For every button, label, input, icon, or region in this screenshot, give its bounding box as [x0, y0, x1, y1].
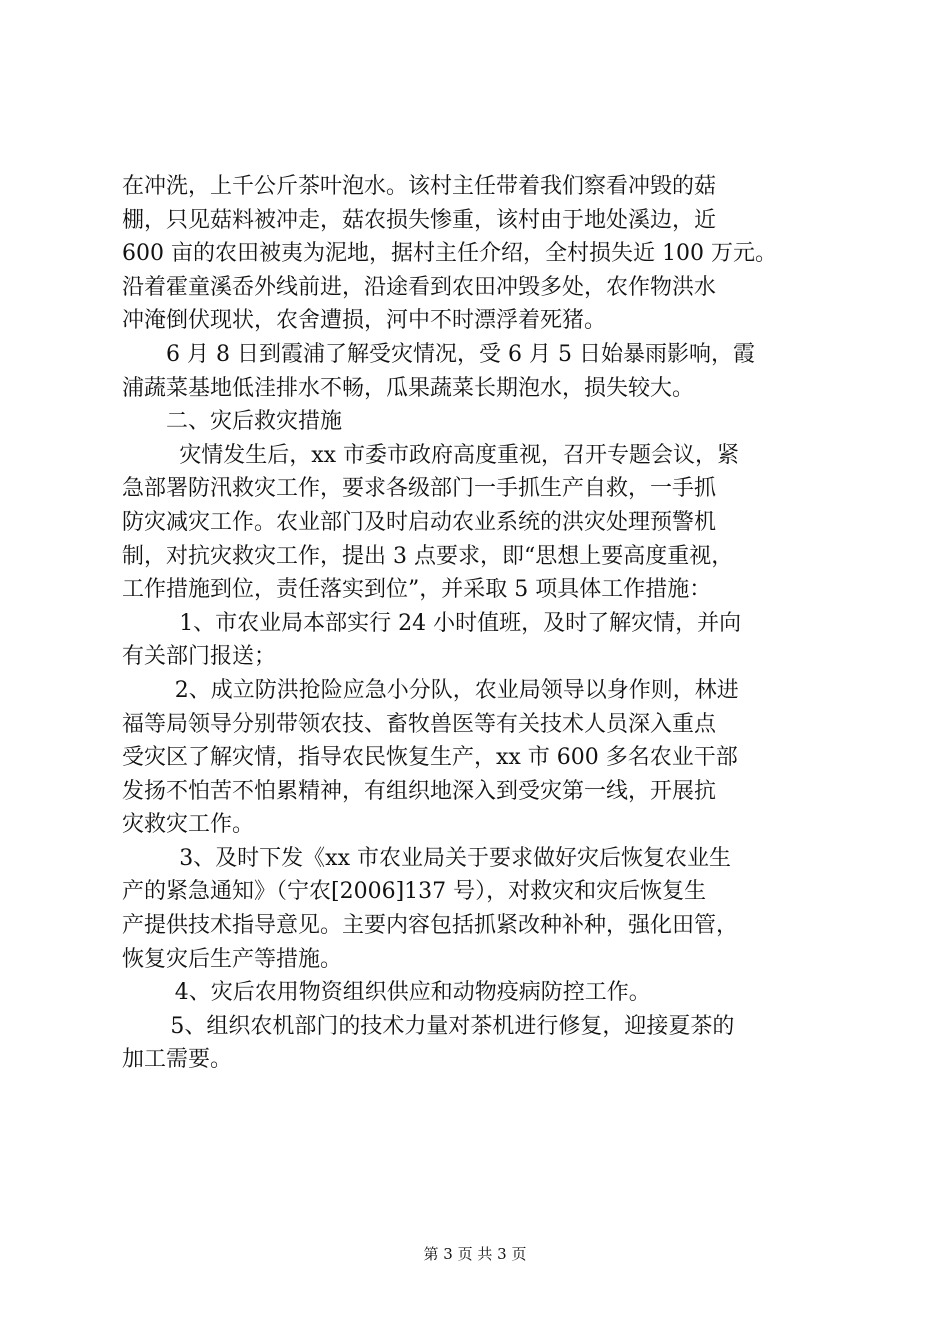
text-line: 600 亩的农田被夷为泥地，据村主任介绍，全村损失近 100 万元。 [122, 241, 777, 267]
text-line: 发扬不怕苦不怕累精神，有组织地深入到受灾第一线，开展抗 [122, 778, 717, 804]
page-footer: 第 3 页 共 3 页 [423, 1245, 527, 1263]
text-line: 沿着霍童溪岙外线前进，沿途看到农田冲毁多处，农作物洪水 [122, 274, 717, 300]
text-line: 1、市农业局本部实行 24 小时值班，及时了解灾情，并向 [179, 610, 742, 636]
text-line: 在冲洗，上千公斤茶叶泡水。该村主任带着我们察看冲毁的菇 [122, 174, 717, 199]
text-line: 产提供技术指导意见。主要内容包括抓紧改种补种，强化田管， [122, 913, 739, 939]
text-line: 二、灾后救灾措施 [166, 409, 343, 435]
text-line: 棚，只见菇料被冲走，菇农损失惨重，该村由于地处溪边，近 [122, 207, 717, 233]
text-line: 5、组织农机部门的技术力量对茶机进行修复，迎接夏茶的 [170, 1013, 735, 1039]
text-line: 加工需要。 [122, 1047, 233, 1073]
text-line: 灾救灾工作。 [122, 812, 255, 838]
text-line: 4、灾后农用物资组织供应和动物疫病防控工作。 [174, 980, 651, 1006]
text-line: 工作措施到位，责任落实到位”，并采取 5 项具体工作措施： [122, 577, 712, 603]
text-line: 有关部门报送； [122, 644, 277, 670]
text-line: 2、成立防洪抢险应急小分队，农业局领导以身作则，林进 [174, 677, 739, 703]
text-line: 防灾减灾工作。农业部门及时启动农业系统的洪灾处理预警机 [122, 509, 717, 535]
text-line: 受灾区了解灾情，指导农民恢复生产，xx 市 600 多名农业干部 [122, 745, 738, 771]
text-line: 恢复灾后生产等措施。 [122, 946, 343, 972]
document-body [122, 170, 834, 1077]
text-line: 福等局领导分别带领农技、畜牧兽医等有关技术人员深入重点 [122, 711, 717, 737]
text-line: 灾情发生后，xx 市委市政府高度重视，召开专题会议，紧 [179, 442, 739, 468]
text-line: 急部署防汛救灾工作，要求各级部门一手抓生产自救，一手抓 [122, 476, 717, 502]
text-line: 产的紧急通知》（宁农[2006]137 号），对救灾和灾后恢复生 [122, 879, 707, 905]
text-line: 制，对抗灾救灾工作，提出 3 点要求，即“思想上要高度重视， [122, 543, 734, 569]
text-line: 3、及时下发《xx 市农业局关于要求做好灾后恢复农业生 [179, 845, 731, 871]
text-line: 6 月 8 日到霞浦了解受灾情况，受 6 月 5 日始暴雨影响，霞 [166, 341, 755, 367]
text-line: 浦蔬菜基地低洼排水不畅，瓜果蔬菜长期泡水，损失较大。 [122, 375, 695, 401]
text-line: 冲淹倒伏现状，农舍遭损，河中不时漂浮着死猪。 [122, 308, 607, 334]
